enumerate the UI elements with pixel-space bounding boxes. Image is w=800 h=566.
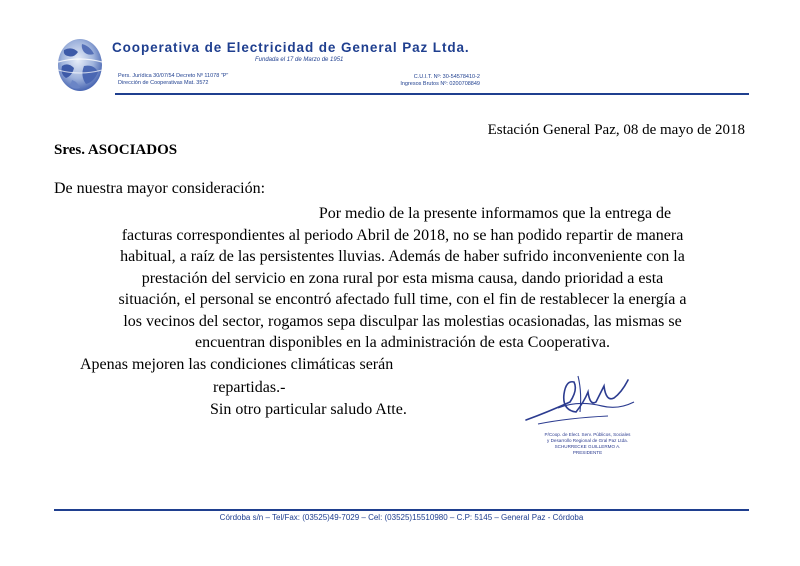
legal-cooperative-reg: Dirección de Cooperativas Mat. 3572 (118, 80, 209, 86)
org-name: Cooperativa de Electricidad de General Paz Ltda. (112, 40, 470, 55)
body-line: prestación del servicio en zona rural por esta misma causa, dando prioridad a esta (141, 269, 664, 287)
closing-line-3: Sin otro particular saludo Atte. (210, 401, 407, 418)
body-line: Por medio de la presente informamos que la entrega de (318, 205, 672, 222)
legal-info-right (370, 74, 480, 88)
header-divider (115, 93, 749, 95)
signature-stamp (520, 432, 655, 456)
handwritten-signature (518, 372, 638, 432)
founded-date: Fundada el 17 de Marzo de 1951 (255, 57, 344, 63)
letter-date: Estación General Paz, 08 de mayo de 2018 (487, 122, 745, 138)
greeting: De nuestra mayor consideración: (54, 180, 266, 197)
body-line: los vecinos del sector, rogamos sepa disculpar las molestias ocasionadas, las mismas se (123, 312, 682, 330)
footer-contact: Córdoba s/n – Tel/Fax: (03525)49-7029 – Cel: (03525)15510980 – C.P: 5145 – General Paz - Córdoba (219, 513, 584, 522)
stamp-line: P/Coop. de Elect. Serv. Públicos, Sociales (544, 432, 631, 437)
cuit-number: C.U.I.T. Nº: 30-54578410-2 (413, 74, 480, 80)
body-line: habitual, a raíz de las persistentes lluvias. Además de haber sufrido inconveniente con la (120, 248, 685, 265)
footer-divider (54, 509, 749, 511)
body-line: facturas correspondientes al periodo Abril de 2018, no se han podido repartir de manera (121, 226, 684, 244)
closing-line-2: repartidas.- (213, 379, 286, 396)
closing-line-1: Apenas mejoren las condiciones climáticas serán (80, 356, 394, 373)
salutation: Sres. ASOCIADOS (54, 142, 178, 158)
legal-registration: Pers. Jurídica 30/07/54 Decreto Nº 11078 "P" (118, 73, 229, 79)
legal-info-left (118, 73, 228, 87)
stamp-line: SCHURRECKE GUILLERMO A. (554, 444, 621, 449)
gross-income-number: Ingresos Brutos Nº: 0200708849 (400, 81, 480, 87)
globe-logo-icon (54, 36, 106, 94)
stamp-line: y Desarrollo Regional de Gral Paz Ltda. (547, 438, 628, 443)
stamp-line: PRESIDENTE (572, 450, 603, 455)
body-line: encuentran disponibles en la administración de esta Cooperativa. (195, 334, 610, 351)
body-line: situación, el personal se encontró afectado full time, con el fin de restablecer la energía a (118, 291, 687, 308)
letter-body (40, 203, 765, 354)
